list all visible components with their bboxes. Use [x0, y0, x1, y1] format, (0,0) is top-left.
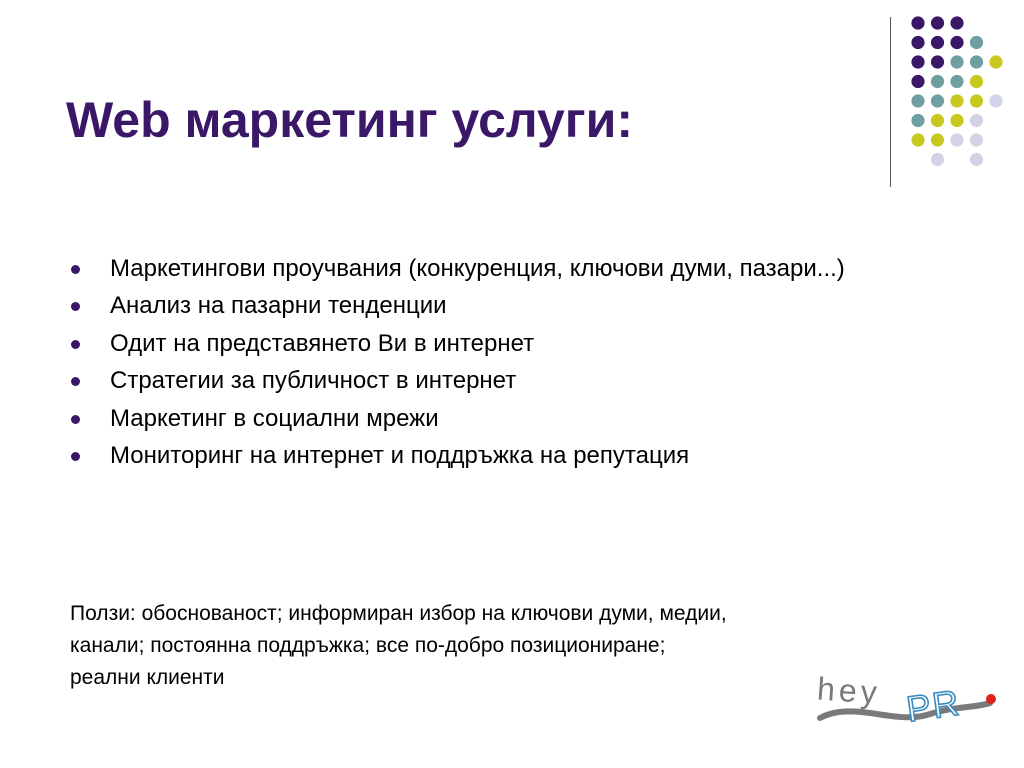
bullet-text: Стратегии за публичност в интернет — [110, 367, 517, 395]
logo-text-hey: hey — [815, 670, 882, 711]
bullet-dot-icon — [71, 377, 80, 386]
decorative-dot — [950, 94, 963, 107]
decorative-dot — [931, 133, 944, 146]
decorative-dot — [911, 36, 924, 49]
bullet-text: Маркетингови проучвания (конкуренция, ключови думи, пазари...) — [110, 255, 845, 282]
decorative-dot — [950, 16, 963, 29]
decorative-dot — [970, 75, 983, 88]
bullet-dot-icon — [71, 340, 80, 349]
benefits-line: реални клиенти — [70, 666, 225, 689]
bullet-item — [70, 400, 845, 437]
decorative-dot — [950, 75, 963, 88]
bullet-item — [70, 362, 845, 399]
decorative-dot — [989, 94, 1002, 107]
decorative-dot-grid — [0, 0, 1024, 200]
decorative-dot — [931, 55, 944, 68]
decorative-dot — [931, 36, 944, 49]
bullet-text: Одит на представянето Ви в интернет — [110, 329, 535, 357]
bullet-item — [70, 325, 845, 362]
decorative-dot — [931, 75, 944, 88]
decorative-dot — [970, 153, 983, 166]
decorative-dot — [931, 114, 944, 127]
bullet-text: Мониторинг на интернет и поддръжка на репутация — [110, 441, 690, 469]
decorative-dot — [911, 16, 924, 29]
decorative-dot — [911, 55, 924, 68]
bullet-dot-icon — [71, 302, 80, 311]
decorative-dot — [989, 55, 1002, 68]
decorative-dot — [950, 114, 963, 127]
decorative-dot — [950, 55, 963, 68]
decorative-dot — [950, 36, 963, 49]
logo-red-dot — [986, 694, 996, 704]
decorative-dot — [911, 133, 924, 146]
decorative-dot — [970, 55, 983, 68]
bullet-dot-icon — [71, 452, 80, 461]
slide-title: Web маркетинг услуги: — [66, 92, 634, 148]
benefits-paragraph — [70, 598, 890, 694]
bullet-text: Маркетинг в социални мрежи — [110, 404, 439, 432]
services-bullet-list — [70, 250, 845, 474]
decorative-dot — [950, 133, 963, 146]
decorative-dot — [931, 16, 944, 29]
decorative-dot — [931, 153, 944, 166]
bullet-item — [70, 437, 845, 474]
decorative-dot — [911, 75, 924, 88]
decorative-dot — [970, 114, 983, 127]
bullet-item — [70, 250, 845, 287]
benefits-line: Ползи: обоснованост; информиран избор на ключови думи, медии, — [70, 602, 727, 625]
decorative-dot — [970, 94, 983, 107]
bullet-dot-icon — [71, 265, 80, 274]
bullet-dot-icon — [71, 415, 80, 424]
benefits-line: канали; постоянна поддръжка; все по-добро позициониране; — [70, 634, 666, 657]
heypr-logo — [815, 668, 1005, 738]
decorative-dot — [911, 94, 924, 107]
bullet-text: Анализ на пазарни тенденции — [110, 292, 447, 320]
decorative-dot — [970, 36, 983, 49]
decorative-dot — [931, 94, 944, 107]
decorative-dot — [911, 114, 924, 127]
logo-text-pr: PR — [904, 681, 964, 730]
decorative-dot — [970, 133, 983, 146]
bullet-item — [70, 287, 845, 324]
